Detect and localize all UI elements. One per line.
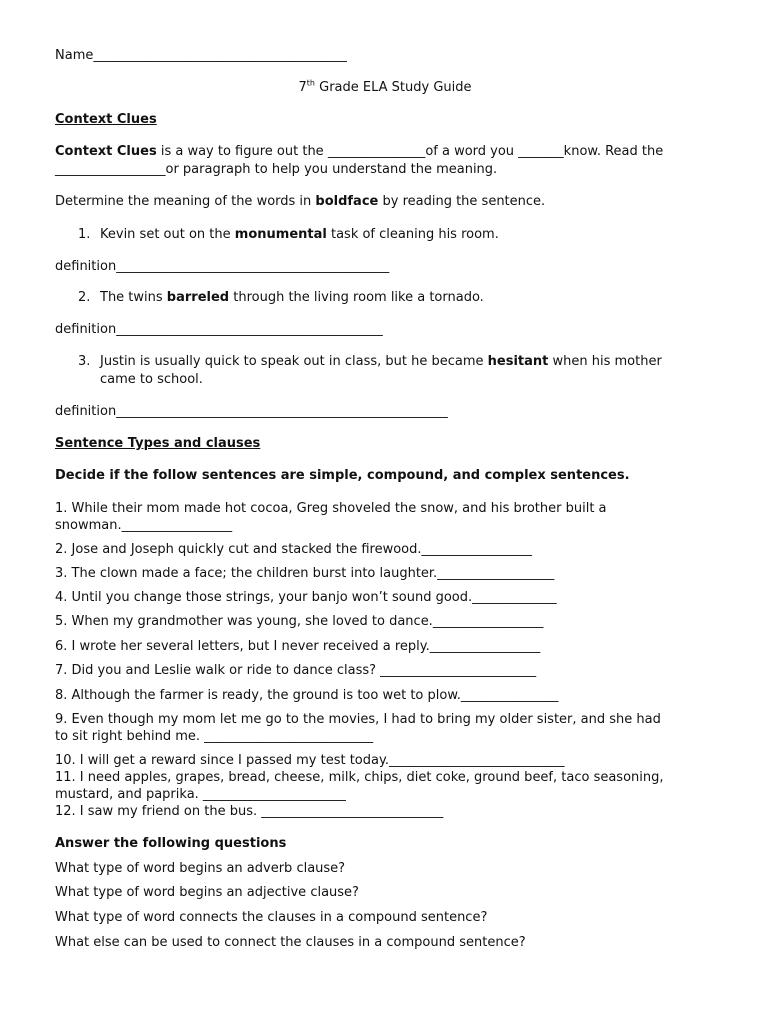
sentence-post: when his mother [548,354,662,369]
question-item: What type of word begins an adverb clause? [55,861,346,876]
definition-line: definition___________________________________________________ [55,404,448,419]
context-clues-definition-text: is a way to figure out the _______________of a word you _______know. Read the [156,144,664,159]
sentence-pre: Kevin set out on the [100,227,235,242]
instruction-pre: Determine the meaning of the words in [55,194,316,209]
sentence-item: 4. Until you change those strings, your banjo won’t sound good._____________ [55,590,557,605]
name-line: Name_______________________________________ [55,48,347,63]
page-title [0,79,770,96]
sentence-item: 6. I wrote her several letters, but I never received a reply._________________ [55,639,541,654]
context-clues-term: Context Clues [55,144,157,159]
definition-line: definition_________________________________________ [55,322,383,337]
sentence-item: 9. Even though my mom let me go to the movies, I had to bring my older sister, and she had [55,712,661,727]
sentence-item: 12. I saw my friend on the bus. ____________________________ [55,804,444,819]
context-item-sentence-line2: came to school. [100,372,203,387]
title-grade-number: 7 [298,80,307,95]
context-item [78,353,90,370]
sentence-item: 3. The clown made a face; the children burst into laughter.__________________ [55,566,555,581]
sentence-item: 10. I will get a reward since I passed my test today.___________________________ [55,753,565,768]
sentence-item: 2. Jose and Joseph quickly cut and stacked the firewood._________________ [55,542,532,557]
bold-word: barreled [166,290,230,305]
sentence-item: 5. When my grandmother was young, she loved to dance._________________ [55,614,544,629]
context-clues-definition-line2: _________________or paragraph to help you understand the meaning. [55,162,498,177]
sentence-pre: The twins [100,290,167,305]
sentence-item-line2: to sit right behind me. __________________________ [55,729,374,744]
sentence-item: 7. Did you and Leslie walk or ride to dance class? ________________________ [55,663,537,678]
bold-word: monumental [234,227,327,242]
context-item [78,226,90,243]
sentence-pre: Justin is usually quick to speak out in class, but he became [100,354,488,369]
sentence-types-heading: Sentence Types and clauses [55,436,261,451]
questions-heading: Answer the following questions [55,836,287,851]
sentence-post: task of cleaning his room. [326,227,499,242]
title-rest: Grade ELA Study Guide [314,80,472,95]
sentence-item: 11. I need apples, grapes, bread, cheese, milk, chips, diet coke, ground beef, taco seasoning, [55,770,664,785]
sentence-types-instruction: Decide if the follow sentences are simple, compound, and complex sentences. [55,468,630,483]
question-item: What else can be used to connect the clauses in a compound sentence? [55,935,526,950]
context-item-number: 2. [78,290,91,305]
sentence-item: 1. While their mom made hot cocoa, Greg shoveled the snow, and his brother built a [55,501,607,516]
context-clues-heading: Context Clues [55,112,157,127]
question-item: What type of word connects the clauses in a compound sentence? [55,910,488,925]
boldface-instruction [55,193,545,210]
context-item [78,289,90,306]
title-grade-suffix: th [306,78,315,88]
context-item-sentence [100,226,499,243]
instruction-post: by reading the sentence. [378,194,546,209]
sentence-item: 8. Although the farmer is ready, the ground is too wet to plow._______________ [55,688,559,703]
context-clues-definition [55,143,663,160]
instruction-bold: boldface [315,194,379,209]
context-item-number: 1. [78,227,91,242]
definition-line: definition__________________________________________ [55,259,390,274]
sentence-item-line2: snowman._________________ [55,518,233,533]
bold-word: hesitant [487,354,549,369]
question-item: What type of word begins an adjective clause? [55,885,359,900]
context-item-sentence [100,289,484,306]
context-item-sentence [100,353,662,370]
context-item-number: 3. [78,354,91,369]
sentence-item-line2: mustard, and paprika. ______________________ [55,787,346,802]
sentence-post: through the living room like a tornado. [229,290,484,305]
